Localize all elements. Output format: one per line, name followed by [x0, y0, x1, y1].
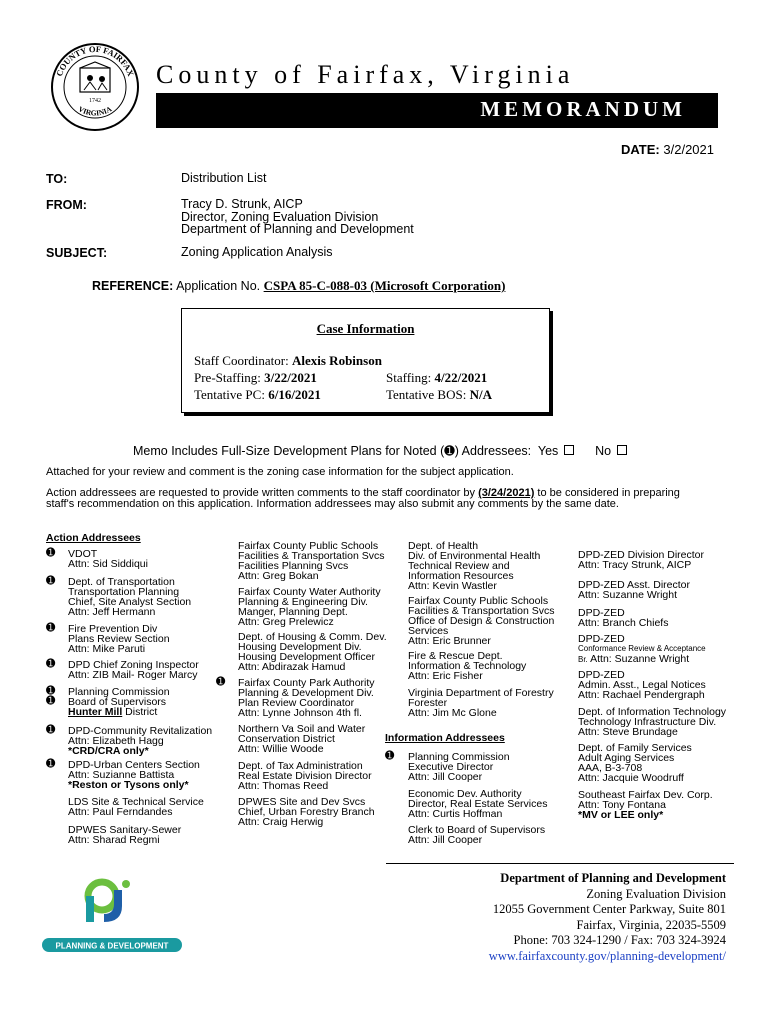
entry-line: Attn: Curtis Hoffman	[408, 808, 503, 820]
footer-department: Department of Planning and Development	[500, 871, 726, 885]
entry-line: Plans Review Section	[68, 633, 170, 645]
plans-text: Memo Includes Full-Size Development Plans for Noted (➊) Addressees:	[133, 444, 532, 458]
entry-line: Attn: ZIB Mail- Roger Marcy	[68, 669, 198, 681]
staffing-value: 4/22/2021	[434, 370, 488, 385]
list-item	[68, 549, 148, 569]
entry-line: Technology Infrastructure Div.	[578, 716, 717, 728]
entry-line: Planning Commission	[408, 751, 510, 763]
entry-line: Attn: Sharad Regmi	[68, 834, 160, 846]
entry-line: Dept. of Information Technology	[578, 706, 727, 718]
tentative-bos	[386, 387, 492, 403]
memorandum-banner	[156, 93, 718, 128]
entry-line: Facilities & Transportation Svcs	[408, 605, 555, 617]
entry-line: VDOT	[68, 548, 98, 560]
entry-note: *Reston or Tysons only*	[68, 779, 189, 791]
subject-label: SUBJECT:	[46, 246, 108, 260]
county-seal	[50, 42, 140, 132]
entry-line: Attn: Eric Brunner	[408, 635, 491, 647]
list-item	[68, 825, 181, 845]
seal-bottom-text: VIRGINIA	[76, 104, 114, 118]
plans-bullet-icon: ➊	[46, 758, 56, 770]
entry-line: Conformance Review & Acceptance	[578, 644, 706, 653]
para2-mid: to be considered in preparing	[537, 487, 680, 499]
entry-line: Attn: Greg Prelewicz	[238, 616, 334, 628]
entry-line: Attn: Jacquie Woodruff	[578, 772, 684, 784]
yes-label: Yes	[537, 444, 559, 458]
entry-line: Attn: Kevin Wastler	[408, 580, 497, 592]
staffing	[386, 370, 487, 386]
seal-top-text: COUNTY OF FAIRFAX	[53, 43, 137, 78]
entry-line: LDS Site & Technical Service	[68, 796, 204, 808]
date-label: DATE:	[621, 142, 660, 157]
entry-line: Information & Technology	[408, 660, 527, 672]
entry-line: Board of Supervisors	[68, 696, 167, 708]
footer-website-link[interactable]: www.fairfaxcounty.gov/planning-development/	[488, 948, 726, 963]
list-item	[68, 624, 170, 654]
list-item	[578, 550, 704, 570]
entry-line: Technical Review and	[408, 560, 510, 572]
entry-line: Attn: Jill Cooper	[408, 771, 483, 783]
entry-line: DPD Chief Zoning Inspector	[68, 659, 199, 671]
plans-bullet-icon: ➊	[46, 685, 56, 697]
case-info-title: Case Information	[316, 321, 415, 336]
entry-line: Fire Prevention Div	[68, 623, 158, 635]
list-item	[408, 651, 526, 681]
information-addressees-heading: Information Addressees	[385, 732, 505, 744]
full-size-plans-line	[133, 443, 627, 458]
pc-label: Tentative PC:	[194, 387, 265, 402]
entry-line: Attn: Lynne Johnson 4th fl.	[238, 707, 362, 719]
pc-value: 6/16/2021	[268, 387, 321, 402]
list-item	[238, 761, 372, 791]
list-item	[68, 660, 199, 680]
entry-line: Dept. of Housing & Comm. Dev.	[238, 631, 387, 643]
entry-line: Attn: Thomas Reed	[238, 780, 329, 792]
district-name: Hunter Mill	[68, 706, 123, 718]
plans-bullet-icon: ➊	[216, 676, 226, 688]
entry-line: Attn: Mike Paruti	[68, 643, 146, 655]
list-item	[578, 634, 706, 665]
entry-line: Housing Development Officer	[238, 651, 375, 663]
prestaffing-value: 3/22/2021	[264, 370, 317, 385]
entry-line: Attn: Steve Brundage	[578, 726, 678, 738]
yes-checkbox[interactable]	[564, 445, 574, 455]
list-item	[238, 678, 375, 718]
entry-line: Planning & Engineering Div.	[238, 596, 368, 608]
list-item	[408, 541, 540, 591]
entry-line: Attn: Jill Cooper	[408, 834, 483, 846]
logo-text: PLANNING & DEVELOPMENT	[55, 941, 169, 951]
planning-development-logo	[42, 876, 182, 954]
district-suffix: District	[122, 706, 158, 718]
supervisor-district	[68, 707, 170, 717]
list-item	[578, 707, 726, 737]
entry-line: Facilities Planning Svcs	[238, 560, 349, 572]
entry-line: DPD-Urban Centers Section	[68, 759, 200, 771]
from-value	[181, 198, 414, 236]
entry-line: Attn: Willie Woode	[238, 743, 324, 755]
entry-line: AAA, B-3-708	[578, 762, 643, 774]
entry-line: Information Resources	[408, 570, 514, 582]
list-item	[408, 596, 554, 646]
list-item	[578, 580, 690, 600]
list-item	[578, 790, 713, 820]
list-item	[68, 797, 204, 817]
entry-line: Executive Director	[408, 761, 494, 773]
from-name: Tracy D. Strunk, AICP	[181, 197, 303, 211]
entry-line: Director, Real Estate Services	[408, 798, 548, 810]
memo-date	[621, 142, 714, 157]
pre-staffing	[194, 370, 317, 386]
entry-line: Fairfax County Public Schools	[238, 540, 379, 552]
memorandum-label: MEMORANDUM	[480, 97, 686, 121]
entry-line: Services	[408, 625, 449, 637]
entry-line: Attn: Jeff Hermann	[68, 606, 156, 618]
seal-year: 1742	[89, 98, 101, 104]
list-item	[68, 687, 170, 717]
list-item	[68, 760, 200, 790]
list-item	[238, 724, 365, 754]
entry-line: Economic Dev. Authority	[408, 788, 522, 800]
entry-line: Adult Aging Services	[578, 752, 675, 764]
entry-line: Attn: Greg Bokan	[238, 570, 319, 582]
case-information-box	[181, 308, 550, 413]
from-title: Director, Zoning Evaluation Division	[181, 209, 379, 224]
entry-line: Attn: Abdirazak Hamud	[238, 661, 346, 673]
entry-line: Attn: Elizabeth Hagg	[68, 735, 164, 747]
entry-note: *MV or LEE only*	[578, 809, 664, 821]
county-title: County of Fairfax, Virginia	[156, 60, 575, 89]
entry-line: Fairfax County Water Authority	[238, 586, 381, 598]
entry-attn: Attn: Suzanne Wright	[587, 653, 690, 665]
entry-line: Fairfax County Public Schools	[408, 595, 549, 607]
footer-address: 12055 Government Center Parkway, Suite 801	[492, 902, 726, 916]
entry-line: Transportation Planning	[68, 586, 180, 598]
from-label: FROM:	[46, 198, 87, 212]
entry-line: Fire & Rescue Dept.	[408, 650, 503, 662]
plans-bullet-icon: ➊	[46, 724, 56, 736]
entry-line: DPD-ZED Division Director	[578, 549, 705, 561]
from-department: Department of Planning and Development	[181, 222, 414, 236]
to-value: Distribution List	[181, 171, 267, 185]
list-item	[578, 743, 692, 783]
list-item	[238, 541, 384, 581]
reference-label: REFERENCE:	[92, 279, 174, 293]
entry-line: DPD-ZED	[578, 633, 625, 645]
list-item	[578, 608, 668, 628]
body-paragraph-1: Attached for your review and comment is the zoning case information for the subject application.	[46, 466, 514, 478]
entry-line: Chief, Site Analyst Section	[68, 596, 192, 608]
entry-line: Manger, Planning Dept.	[238, 606, 348, 618]
entry-line: DPD-ZED Asst. Director	[578, 579, 691, 591]
list-item	[578, 670, 706, 700]
entry-line: Planning Commission	[68, 686, 170, 698]
entry-line: Dept. of Family Services	[578, 742, 692, 754]
entry-small: Br.	[578, 655, 588, 664]
para2-start: Action addressees are requested to provide written comments to the staff coordinator by	[46, 487, 476, 499]
entry-line: Real Estate Division Director	[238, 770, 372, 782]
entry-line: DPWES Sanitary-Sewer	[68, 824, 182, 836]
date-value: 3/2/2021	[663, 142, 714, 157]
entry-line: Dept. of Tax Administration	[238, 760, 363, 772]
entry-line: Clerk to Board of Supervisors	[408, 824, 546, 836]
plans-bullet-icon: ➊	[46, 622, 56, 634]
plans-bullet-icon: ➊	[46, 658, 56, 670]
list-item	[408, 688, 554, 718]
entry-line: Northern Va Soil and Water	[238, 723, 366, 735]
entry-line: Div. of Environmental Health	[408, 550, 541, 562]
footer-city: Fairfax, Virginia, 22035-5509	[576, 917, 726, 932]
entry-line: Dept. of Transportation	[68, 576, 175, 588]
entry-note: *CRD/CRA only*	[68, 745, 149, 757]
entry-line: Southeast Fairfax Dev. Corp.	[578, 789, 713, 801]
footer-phone: Phone: 703 324-1290 / Fax: 703 324-3924	[513, 933, 726, 947]
list-item	[68, 726, 212, 756]
no-checkbox[interactable]	[617, 445, 627, 455]
entry-line: Conservation District	[238, 733, 335, 745]
entry-line: Facilities & Transportation Svcs	[238, 550, 385, 562]
entry-line	[578, 654, 706, 665]
entry-line: Attn: Craig Herwig	[238, 816, 324, 828]
bos-value: N/A	[469, 387, 492, 402]
body-paragraph-2	[46, 488, 680, 510]
subject-value: Zoning Application Analysis	[181, 245, 333, 259]
tentative-pc	[194, 387, 321, 403]
entry-line: Attn: Sid Siddiqui	[68, 558, 148, 570]
entry-line: Attn: Eric Fisher	[408, 670, 483, 682]
entry-line: Attn: Tracy Strunk, AICP	[578, 559, 692, 571]
entry-line: DPD-Community Revitalization	[68, 725, 213, 737]
staff-coordinator	[194, 353, 382, 369]
bos-label: Tentative BOS:	[386, 387, 467, 402]
entry-line: Attn: Branch Chiefs	[578, 617, 669, 629]
entry-line: Fairfax County Park Authority	[238, 677, 375, 689]
footer-division: Zoning Evaluation Division	[586, 886, 726, 901]
coordinator-value: Alexis Robinson	[291, 353, 382, 368]
entry-line: Housing Development Div.	[238, 641, 362, 653]
entry-line: Attn: Paul Ferndandes	[68, 806, 173, 818]
entry-line: Attn: Suzianne Battista	[68, 769, 175, 781]
entry-line: Attn: Suzanne Wright	[578, 589, 678, 601]
list-item	[238, 587, 381, 627]
comment-due-date: (3/24/2021)	[478, 487, 535, 499]
entry-line: Admin. Asst., Legal Notices	[578, 679, 706, 691]
coordinator-label: Staff Coordinator:	[194, 353, 289, 368]
entry-line: Forester	[408, 697, 448, 709]
list-item	[408, 752, 510, 782]
list-item	[408, 825, 545, 845]
action-addressees-heading: Action Addressees	[46, 532, 141, 544]
entry-line: Chief, Urban Forestry Branch	[238, 806, 375, 818]
para2-end: staff's recommendation on this application. Information addressees may also submit any comments by the same date.	[46, 498, 619, 510]
entry-line: DPWES Site and Dev Svcs	[238, 796, 366, 808]
entry-line: Attn: Jim Mc Glone	[408, 707, 497, 719]
prestaffing-label: Pre-Staffing:	[194, 370, 261, 385]
svg-text:COUNTY OF FAIRFAX	[54, 44, 136, 79]
plans-bullet-icon: ➊	[46, 695, 56, 707]
entry-line: DPD-ZED	[578, 607, 625, 619]
entry-line: Planning & Development Div.	[238, 687, 374, 699]
entry-line: Office of Design & Construction	[408, 615, 555, 627]
reference-prefix: Application No.	[176, 279, 261, 293]
entry-line: Attn: Rachael Pendergraph	[578, 689, 705, 701]
entry-line: Virginia Department of Forestry	[408, 687, 554, 699]
footer-address-block	[489, 871, 726, 964]
footer-divider	[386, 863, 734, 864]
entry-line: Dept. of Health	[408, 540, 479, 552]
plans-bullet-icon: ➊	[46, 575, 56, 587]
application-number: CSPA 85-C-088-03 (Microsoft Corporation)	[263, 278, 506, 293]
entry-line: DPD-ZED	[578, 669, 625, 681]
reference-line	[92, 278, 505, 294]
list-item	[68, 577, 191, 617]
plans-bullet-icon: ➊	[46, 547, 56, 559]
no-label: No	[595, 444, 612, 458]
entry-line: Attn: Tony Fontana	[578, 799, 666, 811]
to-label: TO:	[46, 172, 68, 186]
plans-bullet-icon: ➊	[385, 750, 395, 762]
staffing-label: Staffing:	[386, 370, 432, 385]
list-item	[238, 632, 387, 672]
list-item	[238, 797, 375, 827]
entry-line: Plan Review Coordinator	[238, 697, 355, 709]
list-item	[408, 789, 547, 819]
